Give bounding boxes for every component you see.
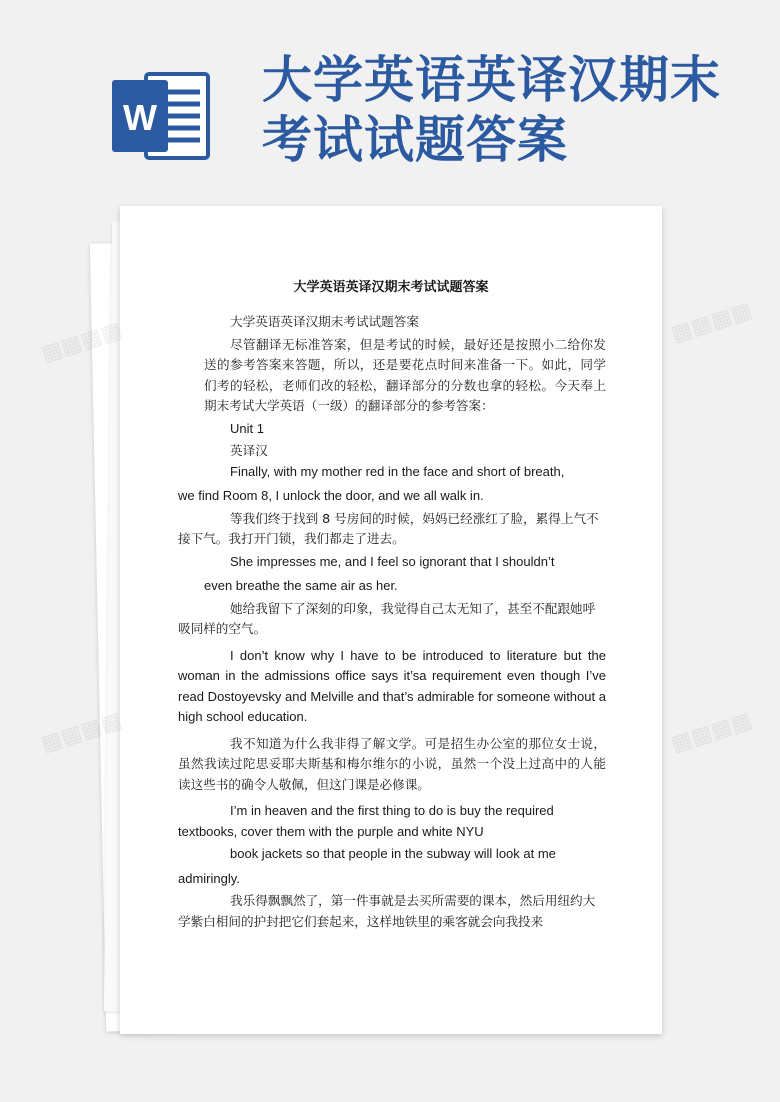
paragraph: Unit 1 [230,420,264,436]
paragraph: even breathe the same air as her. [204,578,398,593]
paragraph: 我不知道为什么我非得了解文学。可是招生办公室的那位女士说，虽然我读过陀思妥耶夫斯基和梅尔维尔的小说，虽然一个没上过高中的人能读这些书的确令人敬佩，但这门课是必修课。 [178,735,606,792]
paragraph: book jackets so that people in the subway will look at me [230,846,556,861]
paragraph: 等我们终于找到 8 号房间的时候，妈妈已经涨红了脸，累得上气不接下气。我打开门锁，我们都走了进去。 [178,510,599,546]
watermark: ▦▦▦▦ [38,317,125,368]
word-icon-letter: W [123,97,157,138]
paragraph: 英译汉 [230,443,268,458]
document-page [120,206,662,1034]
watermark: ▦▦▦▦ [38,707,125,758]
paragraph: I’m in heaven and the first thing to do is buy the required textbooks, cover them with the purple and white NYU [178,803,554,839]
paragraph: admiringly. [178,870,240,886]
paragraph: we find Room 8, I unlock the door, and we all walk in. [178,488,484,503]
watermark: ▦▦▦▦ [668,707,755,758]
paragraph: 尽管翻译无标准答案，但是考试的时候，最好还是按照小二给你发送的参考答案来答题，所以，还是要花点时间来准备一下。如此，同学们考的轻松，老师们改的轻松，翻译部分的分数也拿的轻松。今天奉上期末考试大学英语（一级）的翻译部分的参考答案： [204,336,606,413]
watermark: ▦▦▦▦ [668,297,755,348]
paragraph: I don’t know why I have to be introduced to literature but the woman in the admissions office says it’sa requirement even though I’ve read Dostoyevsky and Melville and that’s admirable for someone without a high school education. [178,647,606,724]
word-document-icon [110,70,210,162]
document-body [178,312,606,932]
paragraph: 她给我留下了深刻的印象，我觉得自己太无知了，甚至不配跟她呼吸同样的空气。 [178,600,596,636]
paragraph: Finally, with my mother red in the face and short of breath, [230,463,565,479]
document-heading: 大学英语英译汉期末考试试题答案 [293,280,489,295]
banner-title: 大学英语英译汉期末考试试题答案 [262,51,721,169]
paragraph: 大学英语英译汉期末考试试题答案 [230,314,419,329]
paragraph: 我乐得飘飘然了，第一件事就是去买所需要的课本，然后用纽约大学紫白相间的护封把它们套起来，这样地铁里的乘客就会向我投来 [178,893,596,929]
paragraph: She impresses me, and I feel so ignorant that I shouldn’t [230,553,555,569]
